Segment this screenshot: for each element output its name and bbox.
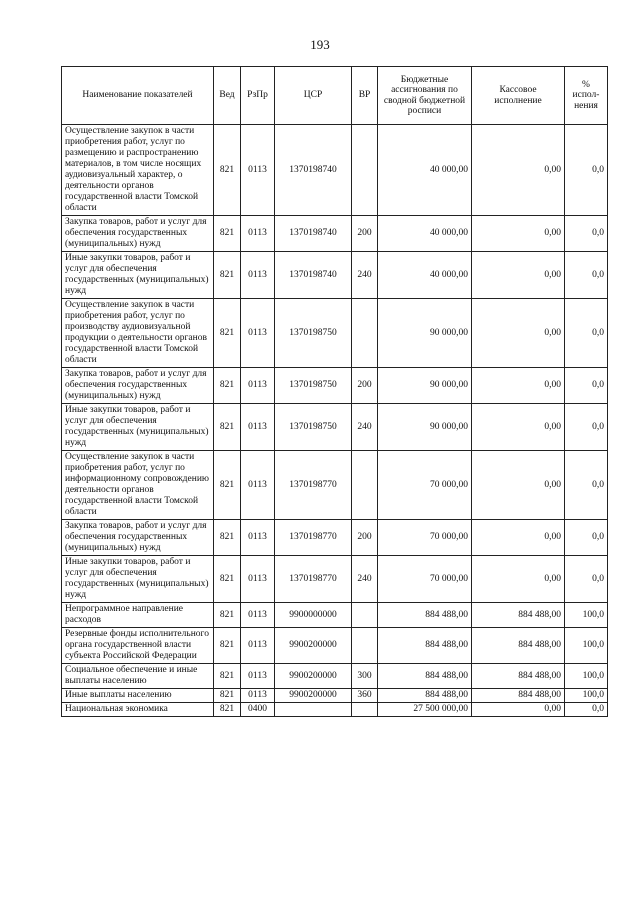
- table-row: [62, 216, 608, 252]
- cell-vr: 300: [352, 664, 378, 689]
- cell-assign: 70 000,00: [378, 556, 472, 603]
- cell-assign: 90 000,00: [378, 368, 472, 404]
- cell-cash: 0,00: [472, 556, 565, 603]
- cell-csr: 1370198740: [275, 252, 352, 299]
- cell-ved: 821: [214, 451, 241, 520]
- cell-rzpr: 0113: [241, 628, 275, 664]
- table-row: [62, 603, 608, 628]
- cell-cash: 0,00: [472, 703, 565, 717]
- cell-vr: 240: [352, 404, 378, 451]
- cell-csr: 1370198750: [275, 404, 352, 451]
- table-header-row: [62, 67, 608, 125]
- cell-cash: 884 488,00: [472, 603, 565, 628]
- cell-ved: 821: [214, 216, 241, 252]
- cell-vr: 240: [352, 252, 378, 299]
- cell-pct: 0,0: [565, 125, 608, 216]
- cell-cash: 0,00: [472, 252, 565, 299]
- cell-cash: 884 488,00: [472, 689, 565, 703]
- cell-pct: 100,0: [565, 603, 608, 628]
- cell-csr: [275, 703, 352, 717]
- cell-cash: 884 488,00: [472, 628, 565, 664]
- cell-vr: [352, 603, 378, 628]
- cell-csr: 9900200000: [275, 689, 352, 703]
- cell-assign: 27 500 000,00: [378, 703, 472, 717]
- cell-pct: 100,0: [565, 689, 608, 703]
- cell-vr: [352, 299, 378, 368]
- cell-name: Резервные фонды исполнительного органа государственной власти субъекта Российской Федерации: [62, 628, 214, 664]
- cell-csr: 1370198770: [275, 451, 352, 520]
- cell-rzpr: 0113: [241, 368, 275, 404]
- cell-csr: 1370198770: [275, 556, 352, 603]
- cell-vr: [352, 451, 378, 520]
- cell-name: Закупка товаров, работ и услуг для обеспечения государственных (муниципальных) нужд: [62, 216, 214, 252]
- cell-ved: 821: [214, 368, 241, 404]
- cell-ved: 821: [214, 703, 241, 717]
- cell-vr: 200: [352, 520, 378, 556]
- cell-rzpr: 0113: [241, 556, 275, 603]
- table-row: [62, 628, 608, 664]
- table-row: [62, 451, 608, 520]
- cell-rzpr: 0113: [241, 664, 275, 689]
- cell-rzpr: 0113: [241, 520, 275, 556]
- cell-csr: 9900200000: [275, 628, 352, 664]
- cell-pct: 0,0: [565, 368, 608, 404]
- cell-assign: 40 000,00: [378, 252, 472, 299]
- cell-csr: 9900200000: [275, 664, 352, 689]
- table-row: [62, 252, 608, 299]
- cell-cash: 0,00: [472, 404, 565, 451]
- cell-rzpr: 0113: [241, 252, 275, 299]
- cell-pct: 0,0: [565, 216, 608, 252]
- table-body: [62, 125, 608, 717]
- page-number: 193: [310, 37, 330, 52]
- cell-assign: 884 488,00: [378, 603, 472, 628]
- cell-pct: 0,0: [565, 703, 608, 717]
- cell-csr: 1370198770: [275, 520, 352, 556]
- header-vr: ВР: [352, 67, 378, 125]
- cell-rzpr: 0113: [241, 299, 275, 368]
- cell-rzpr: 0113: [241, 603, 275, 628]
- cell-name: Осуществление закупок в части приобретения работ, услуг по информационному сопровождению деятельности органов государственной власти Томской области: [62, 451, 214, 520]
- cell-assign: 884 488,00: [378, 664, 472, 689]
- cell-ved: 821: [214, 520, 241, 556]
- cell-name: Закупка товаров, работ и услуг для обеспечения государственных (муниципальных) нужд: [62, 520, 214, 556]
- cell-name: Иные выплаты населению: [62, 689, 214, 703]
- cell-name: Иные закупки товаров, работ и услуг для обеспечения государственных (муниципальных) нужд: [62, 556, 214, 603]
- cell-vr: [352, 125, 378, 216]
- cell-rzpr: 0400: [241, 703, 275, 717]
- table-row: [62, 689, 608, 703]
- cell-ved: 821: [214, 252, 241, 299]
- cell-rzpr: 0113: [241, 404, 275, 451]
- cell-vr: [352, 628, 378, 664]
- cell-csr: 1370198750: [275, 299, 352, 368]
- table-row: [62, 664, 608, 689]
- cell-ved: 821: [214, 689, 241, 703]
- table-row: [62, 299, 608, 368]
- cell-csr: 1370198740: [275, 216, 352, 252]
- header-ved: Вед: [214, 67, 241, 125]
- cell-cash: 0,00: [472, 368, 565, 404]
- header-rzpr: РзПр: [241, 67, 275, 125]
- cell-rzpr: 0113: [241, 216, 275, 252]
- header-assign: Бюджетные ассигнования по сводной бюджетной росписи: [378, 67, 472, 125]
- cell-pct: 0,0: [565, 451, 608, 520]
- cell-vr: [352, 703, 378, 717]
- cell-name: Национальная экономика: [62, 703, 214, 717]
- table-row: [62, 125, 608, 216]
- cell-vr: 200: [352, 216, 378, 252]
- cell-assign: 90 000,00: [378, 299, 472, 368]
- cell-name: Социальное обеспечение и иные выплаты населению: [62, 664, 214, 689]
- cell-cash: 0,00: [472, 520, 565, 556]
- cell-pct: 100,0: [565, 628, 608, 664]
- table-row: [62, 703, 608, 717]
- cell-csr: 1370198740: [275, 125, 352, 216]
- cell-pct: 0,0: [565, 252, 608, 299]
- table-row: [62, 556, 608, 603]
- header-cash: Кассовое исполнение: [472, 67, 565, 125]
- budget-table: [61, 66, 608, 717]
- cell-ved: 821: [214, 125, 241, 216]
- cell-name: Иные закупки товаров, работ и услуг для обеспечения государственных (муниципальных) нужд: [62, 404, 214, 451]
- cell-ved: 821: [214, 404, 241, 451]
- cell-ved: 821: [214, 664, 241, 689]
- cell-name: Иные закупки товаров, работ и услуг для обеспечения государственных (муниципальных) нужд: [62, 252, 214, 299]
- cell-pct: 0,0: [565, 556, 608, 603]
- cell-pct: 100,0: [565, 664, 608, 689]
- cell-vr: 360: [352, 689, 378, 703]
- cell-cash: 0,00: [472, 216, 565, 252]
- table-row: [62, 520, 608, 556]
- cell-assign: 70 000,00: [378, 520, 472, 556]
- header-name: Наименование показателей: [62, 67, 214, 125]
- cell-assign: 40 000,00: [378, 216, 472, 252]
- cell-assign: 40 000,00: [378, 125, 472, 216]
- table-row: [62, 404, 608, 451]
- cell-ved: 821: [214, 603, 241, 628]
- table-row: [62, 368, 608, 404]
- cell-ved: 821: [214, 556, 241, 603]
- cell-assign: 90 000,00: [378, 404, 472, 451]
- cell-name: Закупка товаров, работ и услуг для обеспечения государственных (муниципальных) нужд: [62, 368, 214, 404]
- cell-name: Непрограммное направление расходов: [62, 603, 214, 628]
- cell-cash: 884 488,00: [472, 664, 565, 689]
- header-csr: ЦСР: [275, 67, 352, 125]
- cell-cash: 0,00: [472, 299, 565, 368]
- cell-cash: 0,00: [472, 451, 565, 520]
- cell-vr: 200: [352, 368, 378, 404]
- cell-pct: 0,0: [565, 520, 608, 556]
- cell-vr: 240: [352, 556, 378, 603]
- cell-assign: 70 000,00: [378, 451, 472, 520]
- cell-ved: 821: [214, 628, 241, 664]
- cell-csr: 9900000000: [275, 603, 352, 628]
- cell-assign: 884 488,00: [378, 689, 472, 703]
- cell-cash: 0,00: [472, 125, 565, 216]
- cell-ved: 821: [214, 299, 241, 368]
- cell-pct: 0,0: [565, 404, 608, 451]
- header-pct: % испол-нения: [565, 67, 608, 125]
- cell-csr: 1370198750: [275, 368, 352, 404]
- cell-rzpr: 0113: [241, 125, 275, 216]
- cell-name: Осуществление закупок в части приобретения работ, услуг по производству аудиовизуальной продукции о деятельности органов государственной власти Томской области: [62, 299, 214, 368]
- cell-rzpr: 0113: [241, 689, 275, 703]
- cell-rzpr: 0113: [241, 451, 275, 520]
- cell-assign: 884 488,00: [378, 628, 472, 664]
- cell-pct: 0,0: [565, 299, 608, 368]
- cell-name: Осуществление закупок в части приобретения работ, услуг по размещению и распространению материалов, в том числе носящих аудиовизуальный характер, о деятельности органов государственной власти Томской области: [62, 125, 214, 216]
